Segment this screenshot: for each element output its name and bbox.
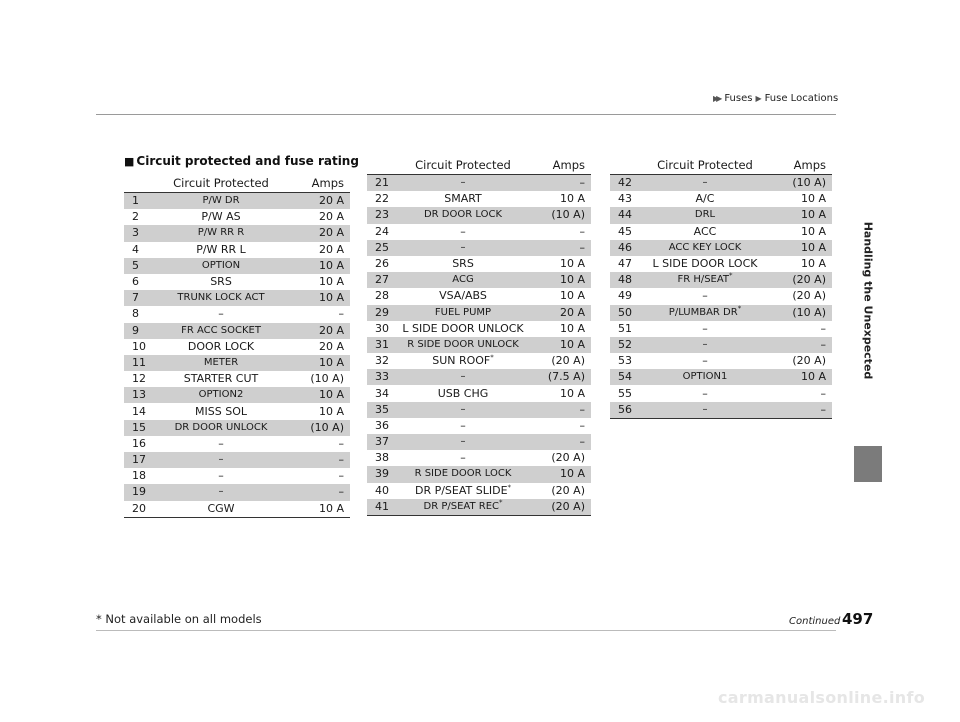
circuit-name [640,272,770,288]
fuse-number: 28 [375,289,389,303]
fuse-number: 18 [132,469,146,483]
header-circuit-protected: Circuit Protected [397,156,529,175]
footnote-marker: * [507,483,512,491]
fuse-rating: 10 A [529,466,591,482]
table-row [124,306,350,322]
fuse-table-1 [124,174,350,518]
table-row [124,484,350,500]
header-divider [96,114,836,115]
fuse-rating: 10 A [288,290,350,306]
chapter-marker [854,446,882,482]
fuse-number: 37 [367,434,397,450]
table-row [367,305,591,321]
breadcrumb-item-fuses[interactable]: Fuses [724,93,753,104]
fuse-rating: 10 A [770,207,832,223]
fuse-rating: – [529,240,591,256]
fuse-number: 32 [375,354,389,368]
circuit-name: L SIDE DOOR UNLOCK [402,321,524,335]
header-amps: Amps [288,174,350,193]
table-row [124,403,350,419]
circuit-name: L SIDE DOOR LOCK [652,257,758,271]
circuit-name: R SIDE DOOR UNLOCK [397,337,529,353]
fuse-rating: 20 A [288,323,350,339]
circuit-name: STARTER CUT [183,372,259,386]
circuit-name: MISS SOL [195,404,247,418]
table-row [610,353,832,369]
fuse-number: 5 [124,258,154,274]
fuse-number: 9 [124,323,154,339]
table-row [367,272,591,288]
fuse-rating: – [529,402,591,418]
fuse-number: 11 [124,355,154,371]
fuse-rating: (20 A) [551,354,585,368]
circuit-name: USB CHG [437,386,489,400]
fuse-rating: – [579,224,585,238]
table-row [610,207,832,223]
footnote-marker: * [490,353,494,362]
table-row [124,242,350,258]
breadcrumb-item-fuse-locations[interactable]: Fuse Locations [764,93,839,104]
table-row [124,193,350,210]
circuit-name: SMART [444,192,482,206]
fuse-rating: 10 A [318,275,344,289]
side-tab-label: Handling the Unexpected [861,221,875,379]
fuse-rating: – [338,436,344,450]
side-tab [853,155,883,445]
table-row [124,225,350,241]
table-row [124,355,350,371]
circuit-name: OPTION2 [154,387,288,403]
circuit-name: – [397,369,529,385]
fuse-rating: 10 A [288,501,350,518]
watermark: carmanualsonline.info [718,688,926,707]
circuit-name: VSA/ABS [439,289,487,303]
fuse-number: 16 [132,436,146,450]
circuit-name: – [154,484,288,500]
fuse-number: 35 [367,402,397,418]
fuse-rating: – [770,337,832,353]
circuit-name: FR ACC SOCKET [154,323,288,339]
fuse-rating: (20 A) [770,272,832,288]
table-row [124,290,350,306]
fuse-rating: 10 A [559,386,585,400]
circuit-name [397,499,529,516]
table-row [610,224,832,240]
fuse-rating: (20 A) [551,451,585,465]
fuse-rating: 20 A [288,225,350,241]
fuse-number: 54 [610,369,640,385]
table-row [367,321,591,337]
table-row [367,240,591,256]
table-row [367,369,591,385]
circuit-name: SRS [452,257,474,271]
table-row [367,207,591,223]
fuse-rating: 20 A [318,210,344,224]
circuit-name: – [640,402,770,419]
circuit-name: TRUNK LOCK ACT [154,290,288,306]
table-row [610,402,832,419]
fuse-number: 52 [610,337,640,353]
circuit-name: R SIDE DOOR LOCK [397,466,529,482]
fuse-number: 25 [367,240,397,256]
fuse-number: 8 [132,307,139,321]
fuse-number: 44 [610,207,640,223]
fuse-number: 34 [375,386,389,400]
fuse-rating: 20 A [529,305,591,321]
fuse-rating: 10 A [800,192,826,206]
fuse-number: 41 [367,499,397,516]
table-row [610,256,832,272]
footer-divider [96,630,836,631]
double-arrow-icon: ▶▶ [713,94,720,103]
fuse-rating: 10 A [800,224,826,238]
circuit-name: – [397,175,529,192]
circuit-name: FUEL PUMP [397,305,529,321]
fuse-rating: 10 A [559,192,585,206]
fuse-number: 42 [610,175,640,192]
fuse-number: 45 [618,224,632,238]
table-row [610,305,832,321]
fuse-rating: – [820,386,826,400]
table-row [367,466,591,482]
fuse-number: 47 [618,257,632,271]
circuit-name: – [218,469,224,483]
section-title-text: Circuit protected and fuse rating [136,154,359,168]
table-row [367,450,591,466]
circuit-name [397,483,529,499]
circuit-name [640,305,770,321]
fuse-rating: 10 A [559,289,585,303]
fuse-rating: (7.5 A) [529,369,591,385]
table-row [367,224,591,240]
fuse-rating: – [529,434,591,450]
circuit-name: P/W DR [154,193,288,210]
fuse-rating: (20 A) [551,483,585,497]
fuse-rating: 20 A [288,193,350,210]
fuse-number: 14 [132,404,146,418]
table-row [124,387,350,403]
continued-label: Continued [789,616,841,627]
fuse-number: 3 [124,225,154,241]
fuse-number: 23 [367,207,397,223]
fuse-rating: 10 A [318,404,344,418]
fuse-number: 31 [367,337,397,353]
circuit-name-text: FR H/SEAT [677,274,730,286]
circuit-name: OPTION [154,258,288,274]
circuit-name-text: DR P/SEAT SLIDE [414,483,508,497]
circuit-name: – [640,175,770,192]
fuse-number: 12 [132,372,146,386]
fuse-rating: 10 A [288,355,350,371]
circuit-name-text: DR P/SEAT REC [423,500,499,512]
fuse-rating: 10 A [529,337,591,353]
fuse-number: 50 [610,305,640,321]
table-row [367,353,591,369]
fuse-number: 43 [618,192,632,206]
fuse-number: 26 [375,257,389,271]
fuse-rating: 10 A [770,240,832,256]
fuse-rating: 10 A [770,369,832,385]
table-row [367,499,591,516]
fuse-number: 4 [132,242,139,256]
table-row [124,339,350,355]
fuse-rating: – [288,452,350,468]
table-row [610,272,832,288]
arrow-icon: ▶ [755,94,762,103]
fuse-table-header [610,156,832,175]
circuit-name: CGW [154,501,288,518]
fuse-rating: – [770,402,832,419]
fuse-number: 49 [618,289,632,303]
table-row [124,452,350,468]
circuit-name: OPTION1 [640,369,770,385]
fuse-number: 29 [367,305,397,321]
fuse-number: 21 [367,175,397,192]
fuse-number: 30 [375,321,389,335]
table-row [367,483,591,499]
table-row [367,418,591,434]
fuse-rating: – [338,307,344,321]
fuse-number: 40 [375,483,389,497]
circuit-name: DR DOOR LOCK [397,207,529,223]
table-row [124,323,350,339]
table-row [367,385,591,401]
fuse-rating: (10 A) [770,305,832,321]
circuit-name: P/W RR R [154,225,288,241]
fuse-number: 7 [124,290,154,306]
fuse-rating: – [338,469,344,483]
circuit-name-text: SUN ROOF [432,354,491,368]
breadcrumb [713,93,838,104]
circuit-name: – [702,354,708,368]
table-row [124,501,350,518]
circuit-name: – [702,289,708,303]
circuit-name: – [460,418,466,432]
table-row [124,209,350,225]
table-row [124,371,350,387]
fuse-number: 36 [375,418,389,432]
table-row [367,434,591,450]
footnote-marker: * [729,271,733,280]
fuse-rating: (20 A) [792,354,826,368]
table-row [610,337,832,353]
fuse-rating: (10 A) [529,207,591,223]
circuit-name: P/W RR L [196,242,246,256]
square-bullet-icon: ■ [124,155,135,168]
circuit-name: – [397,240,529,256]
fuse-rating: 10 A [559,321,585,335]
fuse-table-header [367,156,591,175]
circuit-name: METER [154,355,288,371]
fuse-rating: 10 A [559,257,585,271]
fuse-rating: 10 A [800,257,826,271]
header-amps: Amps [770,156,832,175]
fuse-rating: 10 A [288,387,350,403]
table-row [610,175,832,192]
table-row [124,420,350,436]
fuse-rating: 20 A [318,339,344,353]
fuse-number: 51 [618,321,632,335]
footnote-marker: * [737,304,742,313]
circuit-name: A/C [695,192,715,206]
footnote: * Not available on all models [96,612,262,626]
fuse-rating: 10 A [529,272,591,288]
circuit-name: ACC [693,224,717,238]
fuse-number: 55 [618,386,632,400]
fuse-number: 2 [132,210,139,224]
fuse-table-header [124,174,350,193]
circuit-name: – [218,307,224,321]
circuit-name: P/W AS [201,210,241,224]
table-row [610,191,832,207]
fuse-rating: – [579,418,585,432]
circuit-name: ACG [397,272,529,288]
fuse-table-2 [367,156,591,516]
fuse-number: 22 [375,192,389,206]
circuit-name: DRL [640,207,770,223]
fuse-rating: 20 A [318,242,344,256]
fuse-number: 13 [124,387,154,403]
fuse-number: 53 [618,354,632,368]
fuse-number: 20 [124,501,154,518]
table-row [367,175,591,192]
table-row [610,288,832,304]
fuse-number: 46 [610,240,640,256]
fuse-rating: – [820,321,826,335]
table-row [124,436,350,452]
circuit-name-text: P/LUMBAR DR [668,306,738,318]
fuse-rating: (10 A) [310,372,344,386]
fuse-number: 33 [367,369,397,385]
page-number: 497 [842,610,874,628]
circuit-name [397,353,529,369]
fuse-number: 6 [132,275,139,289]
table-row [367,288,591,304]
circuit-name: – [640,337,770,353]
fuse-number: 56 [610,402,640,419]
table-row [610,385,832,401]
circuit-name: – [460,451,466,465]
circuit-name: – [397,402,529,418]
circuit-name: – [397,434,529,450]
header-amps: Amps [529,156,591,175]
fuse-rating: (10 A) [288,420,350,436]
circuit-name: – [154,452,288,468]
table-row [124,468,350,484]
header-circuit-protected: Circuit Protected [640,156,770,175]
fuse-number: 39 [367,466,397,482]
circuit-name: DOOR LOCK [187,339,255,353]
fuse-number: 17 [124,452,154,468]
fuse-number: 19 [124,484,154,500]
table-row [610,369,832,385]
fuse-rating: 10 A [288,258,350,274]
table-row [367,402,591,418]
table-row [367,191,591,207]
fuse-rating: – [529,175,591,192]
table-row [367,256,591,272]
fuse-number: 1 [124,193,154,210]
footnote-marker: * [499,498,503,507]
table-row [610,240,832,256]
fuse-table-3 [610,156,832,419]
table-row [610,321,832,337]
circuit-name: ACC KEY LOCK [640,240,770,256]
circuit-name: SRS [210,275,232,289]
circuit-name: DR DOOR UNLOCK [154,420,288,436]
fuse-number: 10 [132,339,146,353]
fuse-number: 24 [375,224,389,238]
header-circuit-protected: Circuit Protected [154,174,288,193]
section-title [124,154,359,168]
fuse-rating: (10 A) [770,175,832,192]
fuse-number: 38 [375,451,389,465]
fuse-number: 48 [610,272,640,288]
fuse-rating: (20 A) [529,499,591,516]
circuit-name: – [702,386,708,400]
fuse-number: 15 [124,420,154,436]
circuit-name: – [460,224,466,238]
table-row [124,274,350,290]
table-row [367,337,591,353]
table-row [124,258,350,274]
fuse-rating: (20 A) [792,289,826,303]
fuse-number: 27 [367,272,397,288]
circuit-name: – [218,436,224,450]
circuit-name: – [702,321,708,335]
fuse-rating: – [288,484,350,500]
